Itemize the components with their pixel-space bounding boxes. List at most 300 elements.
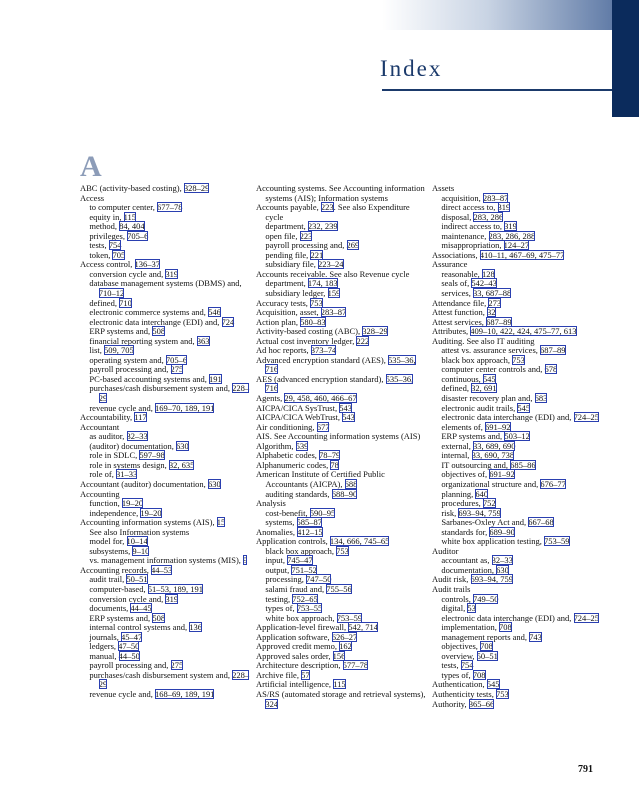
index-term: Accountant (auditor) documentation, [80, 478, 208, 489]
page-ref-link[interactable]: 626–27 [331, 631, 358, 642]
page-ref-link[interactable]: 687–89 [486, 316, 512, 327]
page-ref-link[interactable]: 691–92 [489, 469, 515, 480]
page-title: Index [380, 56, 443, 81]
index-term: documentation, [441, 564, 497, 575]
page-ref-link[interactable]: 676–77 [540, 478, 566, 489]
index-term: risk, [441, 507, 459, 518]
page-ref-link[interactable]: 685–86 [510, 459, 536, 470]
index-term: defined, [89, 297, 120, 308]
index-term: Archive file, [256, 669, 302, 680]
index-term: AICPA/CICA SysTrust, [256, 402, 340, 413]
page-ref-link[interactable]: 724–25 [573, 412, 599, 423]
index-term: implementation, [441, 622, 499, 633]
index-entry [256, 203, 426, 222]
index-term: equity in, [89, 211, 124, 222]
page-ref-link[interactable]: 542–43 [471, 278, 497, 289]
page-ref-link[interactable]: 640 [475, 488, 489, 499]
index-term: salami fraud and, [265, 583, 327, 594]
index-term: Application software, [256, 631, 332, 642]
page-ref-link[interactable]: 33, 689, 690 [472, 440, 516, 451]
index-term: direct access to, [441, 202, 498, 213]
index-term: manual, [89, 650, 119, 661]
index-term: types of, [441, 669, 473, 680]
index-term: Assurance [432, 259, 468, 270]
page-ref-link[interactable]: 667–68 [528, 517, 554, 528]
page-ref-link[interactable]: 283–87 [482, 192, 509, 203]
page-ref-link[interactable]: 222 [356, 335, 370, 346]
page-ref-link[interactable]: 412–15 [297, 526, 323, 537]
index-term: role of, [89, 469, 117, 480]
index-entry [256, 375, 426, 394]
index-term: continuous, [441, 373, 483, 384]
index-term: Assets [432, 183, 455, 193]
page-ref-link[interactable]: 33, 690, 738 [471, 450, 515, 461]
index-term: privileges, [89, 230, 128, 241]
page-ref-link[interactable]: 743 [529, 631, 542, 642]
index-term: overview, [441, 650, 477, 661]
page-ref-link[interactable]: 283–87 [320, 307, 347, 318]
section-letter: A [80, 150, 102, 183]
page-ref-link[interactable]: 753–59 [544, 536, 570, 547]
page-ref-link[interactable]: 232, 239 [307, 221, 338, 232]
index-term: Alphabetic codes, [256, 450, 320, 461]
index-term: department, [265, 278, 308, 289]
index-term: conversion cycle and, [89, 593, 166, 604]
page-ref-link[interactable]: 32 [487, 307, 496, 318]
index-term: revenue cycle and, [89, 688, 155, 699]
page-ref-link[interactable]: 724 [221, 316, 235, 327]
index-term: internal, [441, 450, 472, 461]
index-term: types of, [265, 603, 297, 614]
index-entry [256, 470, 426, 489]
index-term: input, [265, 555, 288, 566]
page-ref-link[interactable]: 693–94, 759 [470, 574, 513, 585]
page-ref-link[interactable]: 543 [339, 402, 352, 413]
index-term: revenue cycle and, [89, 402, 155, 413]
page-ref-link[interactable]: 688 [344, 478, 358, 489]
page-ref-link[interactable]: 47–50 [118, 641, 140, 652]
index-term: American Institute of Certified Public Accountants (AICPA), [256, 469, 385, 489]
index-term: AIS. See Accounting information systems (AIS) [256, 431, 421, 442]
index-term: subsystems, [89, 545, 133, 556]
page-ref-link[interactable]: 57 [301, 669, 310, 680]
page-ref-link[interactable]: 710–12 [98, 288, 125, 299]
page-ref-link[interactable]: 542, 714 [348, 622, 379, 633]
page-ref-link[interactable]: 117 [134, 412, 147, 423]
page-ref-link[interactable]: 545 [517, 402, 531, 413]
index-term: electronic audit trails, [441, 402, 518, 413]
page-ref-link[interactable]: 630 [175, 440, 189, 451]
page-ref-link[interactable]: 754 [460, 660, 474, 671]
page-ref-link[interactable]: 754 [108, 240, 122, 251]
index-term: pending file, [265, 249, 311, 260]
index-term: electronic data interchange (EDI) and, [441, 612, 574, 623]
index-term: Advanced encryption standard (AES), [256, 354, 388, 365]
index-term: Attributes, [432, 326, 471, 337]
index-term: Auditing. See also IT auditing [432, 335, 535, 346]
index-term: vs. management information systems (MIS), [89, 555, 244, 566]
index-term: electronic data interchange (EDI) and, [441, 412, 574, 423]
index-term: Agents, [256, 393, 285, 404]
page-ref-link[interactable]: 705 [112, 249, 126, 260]
page-ref-link[interactable]: 78–79 [319, 450, 341, 461]
page-ref-link[interactable]: 363 [196, 335, 210, 346]
page-ref-link[interactable]: 373–74 [310, 345, 337, 356]
index-term: cost-benefit, [265, 507, 310, 518]
title-rule [382, 89, 612, 91]
index-term: Authentication, [432, 679, 487, 690]
index-term: acquisition, [441, 192, 483, 203]
page-ref-link[interactable]: 749–50 [472, 593, 499, 604]
index-term: documents, [89, 603, 131, 614]
page-ref-link[interactable]: 753–55 [296, 603, 323, 614]
index-term: ABC (activity-based costing), [80, 183, 184, 193]
page-ref-link[interactable]: 273 [488, 297, 502, 308]
index-term: auditing standards, [265, 488, 332, 499]
page-ref-link[interactable]: 677 [316, 421, 330, 432]
page-ref-link[interactable]: 753 [495, 688, 509, 699]
page-ref-link[interactable]: 136 [189, 622, 202, 633]
index-entry [256, 356, 426, 375]
index-term: ERP systems and, [89, 612, 153, 623]
index-term: testing, [265, 593, 293, 604]
page-ref-link[interactable]: 689–90 [489, 526, 515, 537]
page-ref-link[interactable]: 53 [467, 603, 476, 614]
index-term: management reports and, [441, 631, 530, 642]
index-term: controls, [441, 593, 473, 604]
index-term: Algorithm, [256, 440, 296, 451]
page-ref-link[interactable]: 751–52 [291, 564, 317, 575]
page-ref-link[interactable]: 19–20 [121, 498, 144, 509]
index-term: planning, [441, 488, 476, 499]
index-term: list, [89, 345, 104, 356]
index-term: Anomalies, [256, 526, 298, 537]
index-term: subsidiary file, [265, 259, 318, 270]
index-term: tests, [441, 660, 461, 671]
index-term: misappropriation, [441, 240, 504, 251]
page-ref-link[interactable]: 29, 458, 460, 466–67 [284, 393, 357, 404]
index-term: indirect access to, [441, 221, 505, 232]
page-ref-link[interactable]: 630 [207, 478, 221, 489]
index-term: independence, [89, 507, 141, 518]
index-term: accountant as, [441, 555, 492, 566]
page-ref-link[interactable]: 508 [152, 612, 166, 623]
index-term: ERP systems and, [89, 326, 153, 337]
index-see-also: . See also Expenditure cycle [265, 202, 410, 222]
index-term: output, [265, 564, 292, 575]
page-ref-link[interactable]: 169–70, 189, 191 [154, 402, 215, 413]
index-term: subsidiary ledger, [265, 288, 328, 299]
index-term: procedures, [441, 498, 483, 509]
page-ref-link[interactable]: 410–11, 467–69, 475–77 [479, 249, 565, 260]
index-term: Access control, [80, 259, 135, 270]
page-ref-link[interactable]: 752 [482, 498, 496, 509]
page-ref-link[interactable]: 283, 286, 288 [488, 230, 536, 241]
page-ref-link[interactable]: 51–53, 189, 191 [147, 583, 203, 594]
page-ref-link[interactable]: 275 [170, 364, 184, 375]
page-ref-link[interactable]: 44–45 [130, 603, 152, 614]
index-term: computer-based, [89, 583, 148, 594]
page-ref-link[interactable]: 328–29 [362, 326, 388, 337]
index-term: seals of, [441, 278, 472, 289]
page-ref-link[interactable]: 45–47 [120, 631, 143, 642]
index-term: See also Information systems [89, 526, 190, 537]
page-ref-link[interactable]: 693–94, 759 [458, 507, 501, 518]
page-ref-link[interactable]: 44–53 [151, 564, 173, 575]
page-ref-link[interactable]: 535–36, 716 [265, 373, 414, 394]
page-ref-link[interactable]: 223 [320, 202, 334, 213]
index-term: Acquisition, asset, [256, 307, 321, 318]
page-ref-link[interactable]: 503–12 [504, 431, 530, 442]
index-entry [80, 184, 250, 194]
index-term: as auditor, [89, 431, 127, 442]
page-ref-link[interactable]: 539 [295, 440, 309, 451]
index-term: Approved sales order, [256, 650, 333, 661]
index-term: purchases/cash disbursement system and, [89, 383, 233, 394]
index-term: purchases/cash disbursement system and, [89, 669, 233, 680]
index-term: department, [265, 221, 308, 232]
page-ref-link[interactable]: 50–51 [476, 650, 498, 661]
page-ref-link[interactable]: 115 [333, 679, 346, 690]
page-ref-link[interactable]: 156 [332, 650, 346, 661]
index-term: reasonable, [441, 268, 482, 279]
index-term: Sarbanes-Oxley Act and, [441, 517, 529, 528]
page-ref-link[interactable]: 577–78 [342, 660, 369, 671]
page-ref-link[interactable]: 124–27 [503, 240, 530, 251]
page-ref-link[interactable]: 15 [216, 517, 226, 528]
page-ref-link[interactable]: 545 [486, 679, 500, 690]
index-term: objectives, [441, 641, 481, 652]
page-ref-link[interactable]: 275 [170, 660, 184, 671]
index-term: computer center controls and, [441, 364, 545, 375]
page-ref-link[interactable]: 32, 635 [168, 459, 195, 470]
page-ref-link[interactable]: 328–29 [183, 183, 210, 193]
index-term: Ad hoc reports, [256, 345, 311, 356]
page-ref-link[interactable]: 174, 183 [307, 278, 338, 289]
page-ref-link[interactable]: 753–59 [336, 612, 363, 623]
page-ref-link[interactable]: 708 [498, 622, 512, 633]
page-ref-link[interactable]: 319 [504, 221, 517, 232]
index-term: Analysis [256, 498, 286, 509]
page-ref-link[interactable]: 10–14 [126, 536, 148, 547]
index-term: attest vs. assurance services, [441, 345, 541, 356]
index-entry [80, 690, 250, 700]
page-ref-link[interactable]: 159 [327, 288, 341, 299]
page-ref-link[interactable]: 136–37 [134, 259, 161, 270]
index-term: Authenticity tests, [432, 688, 496, 699]
index-term: Accounts payable, [256, 202, 321, 213]
page-ref-link[interactable]: 753 [336, 545, 349, 556]
index-term: Attendance file, [432, 297, 489, 308]
page-ref-link[interactable]: 324 [265, 698, 279, 709]
index-term: organizational structure and, [441, 478, 541, 489]
index-term: PC-based accounting systems and, [89, 373, 210, 384]
index-term: AS/RS (automated storage and retrieval systems), [256, 688, 426, 699]
page-ref-link[interactable]: 223–24 [318, 259, 344, 270]
page-ref-link[interactable]: 9 [243, 555, 248, 566]
page-ref-link[interactable]: 630 [496, 564, 509, 575]
index-term: maintenance, [441, 230, 489, 241]
page-ref-link[interactable]: 134, 666, 745–65 [329, 536, 390, 547]
index-term: digital, [441, 603, 468, 614]
index-term: Audit risk, [432, 574, 471, 585]
page-ref-link[interactable]: 228–29 [98, 383, 250, 404]
index-term: Artificial intelligence, [256, 679, 334, 690]
page-ref-link[interactable]: 33, 687–88 [472, 288, 512, 299]
page-ref-link[interactable]: 168–69, 189, 191 [154, 688, 215, 699]
page-ref-link[interactable]: 509, 705 [104, 345, 134, 356]
page-ref-link[interactable]: 683 [534, 393, 548, 404]
page-ref-link[interactable]: 705–6 [165, 354, 188, 365]
page-ref-link[interactable]: 753 [310, 297, 323, 308]
page-ref-link[interactable]: 223 [299, 230, 313, 241]
index-column-1 [80, 184, 250, 700]
index-term: payroll processing and, [89, 660, 171, 671]
page-ref-link[interactable]: 535–36, 716 [265, 354, 416, 375]
page-ref-link[interactable]: 319 [165, 268, 179, 279]
page-ref-link[interactable]: 752–65 [292, 593, 318, 604]
index-term: Accounting systems. See Accounting information systems (AIS); Information systems [256, 183, 425, 203]
index-term: systems, [265, 517, 297, 528]
page-ref-link[interactable]: 705–6 [127, 230, 149, 241]
index-term: Associations, [432, 249, 480, 260]
index-term: Actual cost inventory ledger, [256, 335, 357, 346]
index-term: Activity-based costing (ABC), [256, 326, 363, 337]
index-term: Accounting information systems (AIS), [80, 517, 217, 528]
page-ref-link[interactable]: 128 [481, 268, 495, 279]
index-term: (auditor) documentation, [89, 440, 176, 451]
page-ref-link[interactable]: 585–87 [296, 517, 323, 528]
index-term: Auditor [432, 545, 459, 556]
index-term: Action plan, [256, 316, 301, 327]
index-term: ERP systems and, [441, 431, 505, 442]
index-term: objectives of, [441, 469, 490, 480]
page-ref-link[interactable]: 688–90 [331, 488, 358, 499]
index-term: AICPA/CICA WebTrust, [256, 412, 343, 423]
page-ref-link[interactable]: 580–83 [300, 316, 326, 327]
page-number: 791 [578, 764, 593, 775]
page-ref-link[interactable]: 745–47 [287, 555, 313, 566]
index-term: to computer center, [89, 202, 157, 213]
page-ref-link[interactable]: 319 [497, 202, 511, 213]
index-term: open file, [265, 230, 300, 241]
index-term: black box approach, [441, 354, 513, 365]
page-ref-link[interactable]: 677–78 [156, 202, 183, 213]
index-term: AES (advanced encryption standard), [256, 373, 386, 384]
index-term: operating system and, [89, 354, 166, 365]
index-term: Approved credit memo, [256, 641, 340, 652]
index-term: Attest services, [432, 316, 487, 327]
index-column-3 [432, 184, 612, 709]
index-term: disposal, [441, 211, 474, 222]
index-term: role in SDLC, [89, 450, 140, 461]
index-term: Authority, [432, 698, 469, 709]
page-ref-link[interactable]: 753 [512, 354, 525, 365]
page-ref-link[interactable]: 32–33 [491, 555, 513, 566]
index-entry [432, 537, 612, 547]
page-ref-link[interactable]: 747–50 [305, 574, 332, 585]
page-ref-link[interactable]: 687–89 [540, 345, 566, 356]
page-ref-link[interactable]: 597–98 [139, 450, 165, 461]
index-term: internal control systems and, [89, 622, 190, 633]
page-ref-link[interactable]: 708 [480, 641, 493, 652]
page-ref-link[interactable]: 691–92 [485, 421, 511, 432]
index-term: ledgers, [89, 641, 119, 652]
page-ref-link[interactable]: 19–20 [140, 507, 162, 518]
index-term: Accountability, [80, 412, 135, 423]
index-term: white box application testing, [441, 536, 545, 547]
page-ref-link[interactable]: 32, 691 [471, 383, 497, 394]
index-term: journals, [89, 631, 121, 642]
index-term: Accuracy tests, [256, 297, 311, 308]
index-term: services, [441, 288, 473, 299]
page-ref-link[interactable]: 508 [152, 326, 166, 337]
index-term: electronic data interchange (EDI) and, [89, 316, 222, 327]
index-term: role in systems design, [89, 459, 169, 470]
index-term: Attest function, [432, 307, 488, 318]
page-ref-link[interactable]: 678 [544, 364, 558, 375]
page-ref-link[interactable]: 115 [123, 211, 137, 222]
page-ref-link[interactable]: 32–33 [126, 431, 148, 442]
index-term: external, [441, 440, 473, 451]
page-ref-link[interactable]: 84, 404 [119, 221, 145, 232]
page-ref-link[interactable]: 543 [342, 412, 355, 423]
page-ref-link[interactable]: 724–25 [573, 612, 599, 623]
index-term: Application-level firewall, [256, 622, 349, 633]
index-term: database management systems (DBMS) and, [89, 278, 242, 289]
index-entry [256, 184, 426, 203]
index-term: defined, [441, 383, 472, 394]
index-term: Application controls, [256, 536, 330, 547]
page-ref-link[interactable]: 44–50 [118, 650, 140, 661]
page-ref-link[interactable]: 191 [209, 373, 222, 384]
index-term: black box approach, [265, 545, 337, 556]
page-ref-link[interactable]: 708 [472, 669, 486, 680]
header-strip [612, 0, 639, 117]
index-term: standards for, [441, 526, 490, 537]
page-ref-link[interactable]: 78 [330, 459, 339, 470]
page-ref-link[interactable]: 546 [208, 307, 221, 318]
index-column-2 [256, 184, 426, 709]
index-entry [80, 384, 250, 403]
index-term: Access [80, 192, 105, 203]
index-term: Accounting [80, 488, 120, 499]
index-term: Alphanumeric codes, [256, 459, 331, 470]
page-ref-link[interactable]: 221 [310, 249, 324, 260]
page-ref-link[interactable]: 31–33 [116, 469, 138, 480]
page-ref-link[interactable]: 319 [165, 593, 179, 604]
page-ref-link[interactable]: 365–66 [468, 698, 495, 709]
page-ref-link[interactable]: 590–95 [309, 507, 336, 518]
index-term: elements of, [441, 421, 486, 432]
index-term: Air conditioning, [256, 421, 317, 432]
page-ref-link[interactable]: 409–10, 422, 424, 475–77, 613 [470, 326, 577, 337]
page-ref-link[interactable]: 228–29 [98, 669, 250, 690]
index-term: audit trail, [89, 574, 127, 585]
index-term: token, [89, 249, 113, 260]
page-ref-link[interactable]: 710 [119, 297, 132, 308]
page-ref-link[interactable]: 9–10 [132, 545, 150, 556]
index-term: function, [89, 498, 122, 509]
page-ref-link[interactable]: 50–51 [126, 574, 148, 585]
page-ref-link[interactable]: 755–56 [326, 583, 352, 594]
index-entry [80, 279, 250, 298]
page-ref-link[interactable]: 283, 286 [473, 211, 504, 222]
page-ref-link[interactable]: 269 [346, 240, 360, 251]
page-ref-link[interactable]: 545 [482, 373, 496, 384]
page-ref-link[interactable]: 162 [339, 641, 352, 652]
index-term: processing, [265, 574, 306, 585]
